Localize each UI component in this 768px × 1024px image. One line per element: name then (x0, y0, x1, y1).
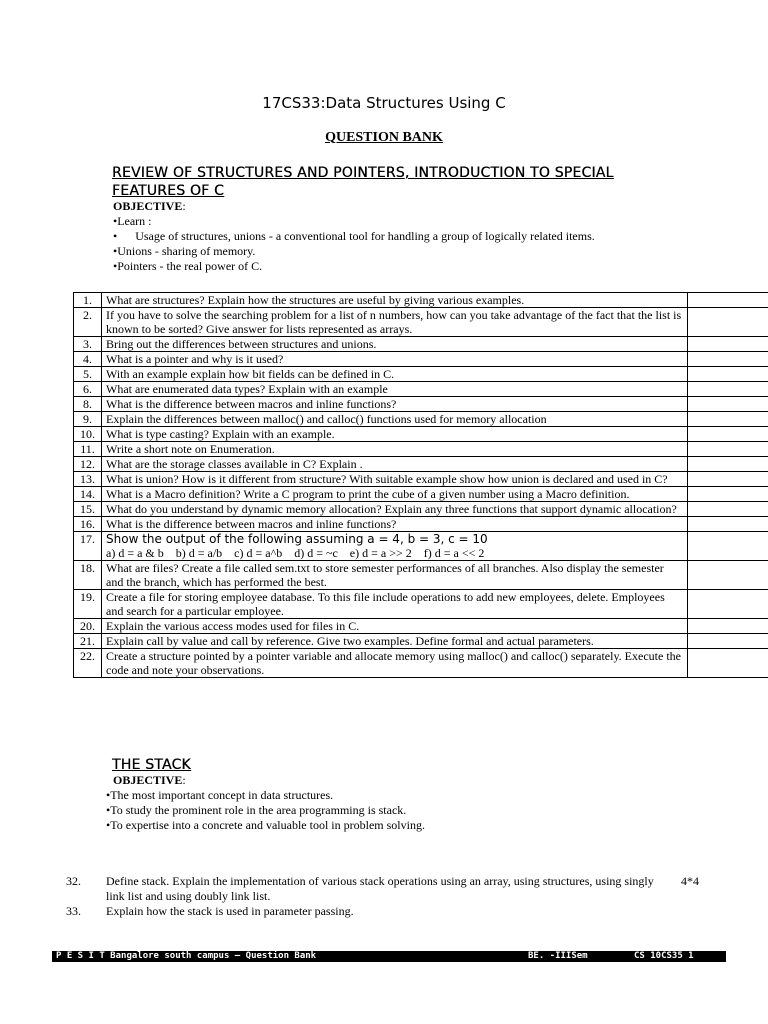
question-number: 32. (66, 874, 81, 888)
question-number: 15. (74, 502, 102, 517)
table-row (74, 502, 768, 517)
question-options-line: a) d = a & b b) d = a/b c) d = a^b d) d = ~c e) d = a >> 2 f) d = a << 2 (106, 546, 485, 560)
question-text: Explain the differences between malloc() and calloc() functions used for memory allocation (102, 412, 688, 427)
table-row (74, 352, 768, 367)
question-marks (688, 337, 768, 352)
table-row (74, 634, 768, 649)
question-text: Explain how the stack is used in parameter passing. (106, 904, 354, 918)
question-number: 11. (74, 442, 102, 457)
question-marks (688, 590, 768, 619)
question-number: 10. (74, 427, 102, 442)
section-heading-line2: FEATURES OF C (112, 183, 224, 199)
question-marks (688, 561, 768, 590)
question-text: What is a pointer and why is it used? (102, 352, 688, 367)
questions-table-body (74, 293, 768, 678)
objective-heading (113, 199, 595, 214)
question-marks (688, 487, 768, 502)
objective-item: • Usage of structures, unions - a conventional tool for handling a group of logically related items. (113, 229, 595, 243)
question-marks (688, 457, 768, 472)
question-text: If you have to solve the searching problem for a list of n numbers, how can you take advantage of the fact that the list is known to be sorted? Give answer for lists represented as arrays. (102, 308, 688, 337)
table-row (74, 367, 768, 382)
question-marks (688, 352, 768, 367)
stack-objectives-block (106, 773, 425, 833)
objective-heading (106, 773, 425, 788)
table-row (74, 457, 768, 472)
objective-item: •To expertise into a concrete and valuable tool in problem solving. (106, 818, 425, 832)
question-text: Define stack. Explain the implementation of various stack operations using an array, using structures, using singly link list and using doubly link list. (106, 874, 654, 903)
question-text: What are the storage classes available in C? Explain . (102, 457, 688, 472)
table-row (74, 293, 768, 308)
objective-label: OBJECTIVE (113, 773, 183, 787)
question-number: 19. (74, 590, 102, 619)
question-number: 14. (74, 487, 102, 502)
question-number: 4. (74, 352, 102, 367)
question-number: 2. (74, 308, 102, 337)
table-row (74, 517, 768, 532)
question-marks (688, 367, 768, 382)
question-text: What is type casting? Explain with an example. (102, 427, 688, 442)
question-bank-heading: QUESTION BANK (325, 130, 443, 145)
question-number: 8. (74, 397, 102, 412)
question-number: 12. (74, 457, 102, 472)
table-row (74, 412, 768, 427)
section-heading-structures (112, 164, 722, 200)
question-marks (688, 649, 768, 678)
question-text: What is a Macro definition? Write a C program to print the cube of a given number using a Macro definition. (102, 487, 688, 502)
question-text-line: Show the output of the following assuming a = 4, b = 3, c = 10 (106, 532, 488, 546)
question-marks (688, 382, 768, 397)
question-number: 16. (74, 517, 102, 532)
question-number: 6. (74, 382, 102, 397)
question-text: What is the difference between macros and inline functions? (102, 397, 688, 412)
question-text: Explain the various access modes used for files in C. (102, 619, 688, 634)
question-text: With an example explain how bit fields can be defined in C. (102, 367, 688, 382)
table-row (74, 619, 768, 634)
question-marks (688, 427, 768, 442)
question-marks (688, 472, 768, 487)
question-marks (688, 442, 768, 457)
question-text: What do you understand by dynamic memory allocation? Explain any three functions that support dynamic allocation? (102, 502, 688, 517)
question-text: Explain call by value and call by reference. Give two examples. Define formal and actual parameters. (102, 634, 688, 649)
question-marks (688, 634, 768, 649)
objective-item: •Learn : (113, 214, 152, 228)
table-row (74, 649, 768, 678)
question-text: Create a structure pointed by a pointer variable and allocate memory using malloc() and calloc() separately. Execute the code and note your observations. (102, 649, 688, 678)
question-marks (688, 619, 768, 634)
objective-item: •To study the prominent role in the area programming is stack. (106, 803, 407, 817)
question-text: What are files? Create a file called sem.txt to store semester performances of all branches. Also display the semester and the branch, which has performed the best. (102, 561, 688, 590)
question-text: Create a file for storing employee database. To this file include operations to add new employees, delete. Employees and search for a particular employee. (102, 590, 688, 619)
table-row (74, 382, 768, 397)
question-text: What are enumerated data types? Explain with an example (102, 382, 688, 397)
question-number: 22. (74, 649, 102, 678)
table-row (74, 561, 768, 590)
table-row (74, 472, 768, 487)
objective-item: •Pointers - the real power of C. (113, 259, 263, 273)
question-marks (688, 308, 768, 337)
question-number: 21. (74, 634, 102, 649)
question-text: What is union? How is it different from structure? With suitable example show how union is declared and used in C? (102, 472, 688, 487)
question-number: 13. (74, 472, 102, 487)
objective-colon: : (182, 199, 186, 213)
question-text (102, 532, 688, 561)
table-row (74, 442, 768, 457)
question-marks (688, 397, 768, 412)
objective-colon: : (182, 773, 186, 787)
document-title: 17CS33:Data Structures Using C (262, 94, 506, 112)
table-row (74, 590, 768, 619)
section-heading-stack: THE STACK (112, 757, 191, 773)
question-text: What are structures? Explain how the structures are useful by giving various examples. (102, 293, 688, 308)
question-text: Bring out the differences between structures and unions. (102, 337, 688, 352)
page-footer (52, 951, 726, 962)
question-marks: 4*4 (681, 874, 699, 888)
table-row (74, 308, 768, 337)
question-number: 20. (74, 619, 102, 634)
question-text: Write a short note on Enumeration. (102, 442, 688, 457)
table-row (74, 532, 768, 561)
footer-semester: BE. -IIISem (528, 951, 588, 961)
table-row (74, 397, 768, 412)
question-marks (688, 532, 768, 561)
footer-course-page: CS 10CS35 1 (634, 951, 694, 961)
question-number: 33. (66, 904, 81, 918)
objective-item: •The most important concept in data structures. (106, 788, 334, 802)
question-text: What is the difference between macros and inline functions? (102, 517, 688, 532)
question-number: 1. (74, 293, 102, 308)
question-number: 3. (74, 337, 102, 352)
question-marks (688, 502, 768, 517)
questions-table (73, 292, 768, 678)
question-number: 5. (74, 367, 102, 382)
objective-label: OBJECTIVE (113, 199, 183, 213)
question-marks (688, 517, 768, 532)
objective-item: •Unions - sharing of memory. (113, 244, 256, 258)
objectives-block (113, 199, 595, 274)
table-row (74, 427, 768, 442)
question-number: 17. (74, 532, 102, 561)
question-number: 9. (74, 412, 102, 427)
question-marks (688, 293, 768, 308)
table-row (74, 487, 768, 502)
section-heading-line1: REVIEW OF STRUCTURES AND POINTERS, INTRODUCTION TO SPECIAL (112, 165, 614, 181)
table-row (74, 337, 768, 352)
question-marks (688, 412, 768, 427)
question-number: 18. (74, 561, 102, 590)
footer-left-text: P E S I T Bangalore south campus – Question Bank (56, 951, 317, 961)
